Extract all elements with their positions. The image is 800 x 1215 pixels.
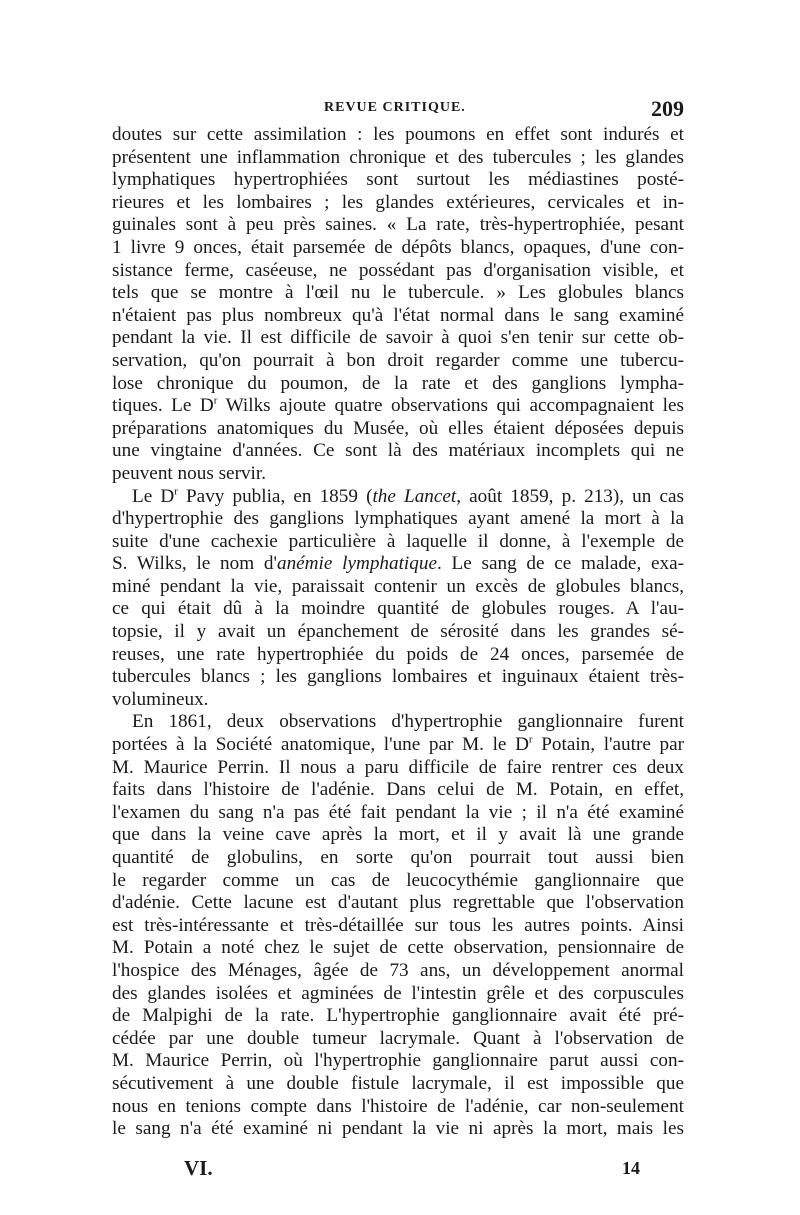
- superscript: r: [174, 485, 178, 498]
- italic-term: anémie lymphatique: [276, 553, 437, 575]
- text-fragment: . Le sang de ce malade, exa-: [436, 553, 685, 575]
- text-fragment: Le D: [132, 485, 175, 507]
- superscript: r: [213, 394, 218, 407]
- text-line: des glandes isolées et agminées de l'intestin grêle et des corpuscules: [112, 982, 684, 1004]
- text-line: d'hypertrophie des ganglions lymphatiques ayant amené la mort à la: [112, 508, 684, 530]
- page-footer: [112, 1156, 684, 1184]
- text-line: volumineux.: [112, 688, 209, 710]
- text-fragment: Pavy publia, en 1859 (: [177, 485, 373, 507]
- text-line: sécutivement à une double fistule lacrymale, il est impossible que: [112, 1072, 684, 1094]
- text-line: lymphatiques hypertrophiées sont surtout les médiastines posté-: [112, 169, 684, 191]
- page-header: [112, 96, 684, 122]
- text-line: guinales sont à peu près saines. « La rate, très-hypertrophiée, pesant: [112, 214, 684, 236]
- text-line: 1 livre 9 onces, était parsemée de dépôts blancs, opaques, d'une con-: [112, 236, 684, 258]
- superscript: r: [528, 733, 533, 746]
- paragraph-3: [112, 711, 684, 1140]
- sheet-number: 14: [622, 1158, 640, 1178]
- text-line: l'examen du sang n'a pas été fait pendant la vie ; il n'a été examiné: [112, 801, 684, 823]
- text-line: M. Maurice Perrin. Il nous a paru difficile de faire rentrer ces deux: [112, 756, 684, 778]
- text-line: miné pendant la vie, paraissait contenir un excès de globules blancs,: [112, 575, 684, 597]
- text-line: [112, 486, 684, 509]
- text-line: une vingtaine d'années. Ce sont là des matériaux incomplets qui ne: [112, 440, 684, 462]
- text-line: lose chronique du poumon, de la rate et des ganglions lympha-: [112, 372, 684, 394]
- text-line: est très-intéressante et très-détaillée sur tous les autres points. Ainsi: [112, 914, 684, 936]
- text-line: quantité de globulins, en sorte qu'on pourrait tout aussi bien: [112, 847, 684, 868]
- text-line: [112, 395, 684, 418]
- text-line: l'hospice des Ménages, âgée de 73 ans, un développement anormal: [112, 959, 684, 981]
- text-line: tels que se montre à l'œil nu le tubercule. » Les globules blancs: [112, 282, 684, 304]
- text-line: de Malpighi de la rate. L'hypertrophie ganglionnaire avait été pré-: [112, 1005, 684, 1027]
- text-line: topsie, il y avait un épanchement de sérosité dans les grandes sé-: [112, 621, 684, 643]
- text-line: le sang n'a été examiné ni pendant la vie ni après la mort, mais les: [112, 1118, 684, 1140]
- text-fragment: , août 1859, p. 213), un cas: [456, 485, 684, 507]
- paragraph-2: [112, 486, 684, 712]
- text-line: n'étaient pas plus nombreux qu'à l'état normal dans le sang examiné: [112, 304, 684, 326]
- text-line: M. Potain a noté chez le sujet de cette observation, pensionnaire de: [112, 937, 684, 959]
- text-line: rieures et les lombaires ; les glandes extérieures, cervicales et in-: [112, 191, 684, 213]
- text-line: suite d'une cachexie particulière à laquelle il donne, à l'exemple de: [112, 530, 684, 552]
- signature-mark: VI.: [184, 1156, 213, 1180]
- text-line: nous en tenions compte dans l'histoire de l'adénie, car non-seulement: [112, 1095, 684, 1117]
- text-line: pendant la vie. Il est difficile de savoir à quoi s'en tenir sur cette ob-: [112, 327, 684, 349]
- running-head: REVUE CRITIQUE.: [324, 100, 466, 115]
- paragraph-1: [112, 124, 684, 486]
- text-fragment: portées à la Société anatomique, l'une par M. le D: [112, 734, 529, 756]
- text-line: préparations anatomiques du Musée, où elles étaient déposées depuis: [112, 417, 684, 439]
- text-line: d'adénie. Cette lacune est d'autant plus regrettable que l'observation: [112, 892, 684, 914]
- text-line: que dans la veine cave après la mort, et il y avait là une grande: [112, 824, 684, 846]
- text-fragment: tiques. Le D: [112, 395, 214, 417]
- text-line: faits dans l'histoire de l'adénie. Dans celui de M. Potain, en effet,: [112, 779, 684, 801]
- text-line: tubercules blancs ; les ganglions lombaires et inguinaux étaient très-: [112, 666, 684, 688]
- page-number: 209: [651, 96, 684, 121]
- text-line: reuses, une rate hypertrophiée du poids de 24 onces, parsemée de: [112, 643, 684, 665]
- text-line: ce qui était dû à la moindre quantité de globules rouges. A l'au-: [112, 598, 684, 620]
- text-fragment: Potain, l'autre par: [532, 734, 684, 756]
- text-line: En 1861, deux observations d'hypertrophie ganglionnaire furent: [132, 711, 684, 733]
- text-line: sistance ferme, caséeuse, ne possédant pas d'organisation visible, et: [112, 259, 684, 281]
- text-fragment: Wilks ajoute quatre observations qui accompagnaient les: [217, 395, 684, 417]
- text-line: peuvent nous servir.: [112, 462, 267, 484]
- text-line: doutes sur cette assimilation : les poumons en effet sont indurés et: [112, 124, 684, 145]
- text-line: [112, 553, 684, 576]
- text-line: M. Maurice Perrin, où l'hypertrophie ganglionnaire parut aussi con-: [112, 1050, 684, 1072]
- text-line: présentent une inflammation chronique et des tubercules ; les glandes: [112, 146, 684, 168]
- journal-title: the Lancet: [372, 485, 457, 507]
- text-line: le regarder comme un cas de leucocythémie ganglionnaire que: [112, 869, 684, 891]
- text-line: cédée par une double tumeur lacrymale. Quant à l'observation de: [112, 1027, 684, 1049]
- text-fragment: S. Wilks, le nom d': [112, 553, 277, 575]
- text-line: servation, qu'on pourrait à bon droit regarder comme une tubercu-: [112, 349, 684, 371]
- text-line: [112, 734, 684, 757]
- article-body: [112, 124, 684, 1141]
